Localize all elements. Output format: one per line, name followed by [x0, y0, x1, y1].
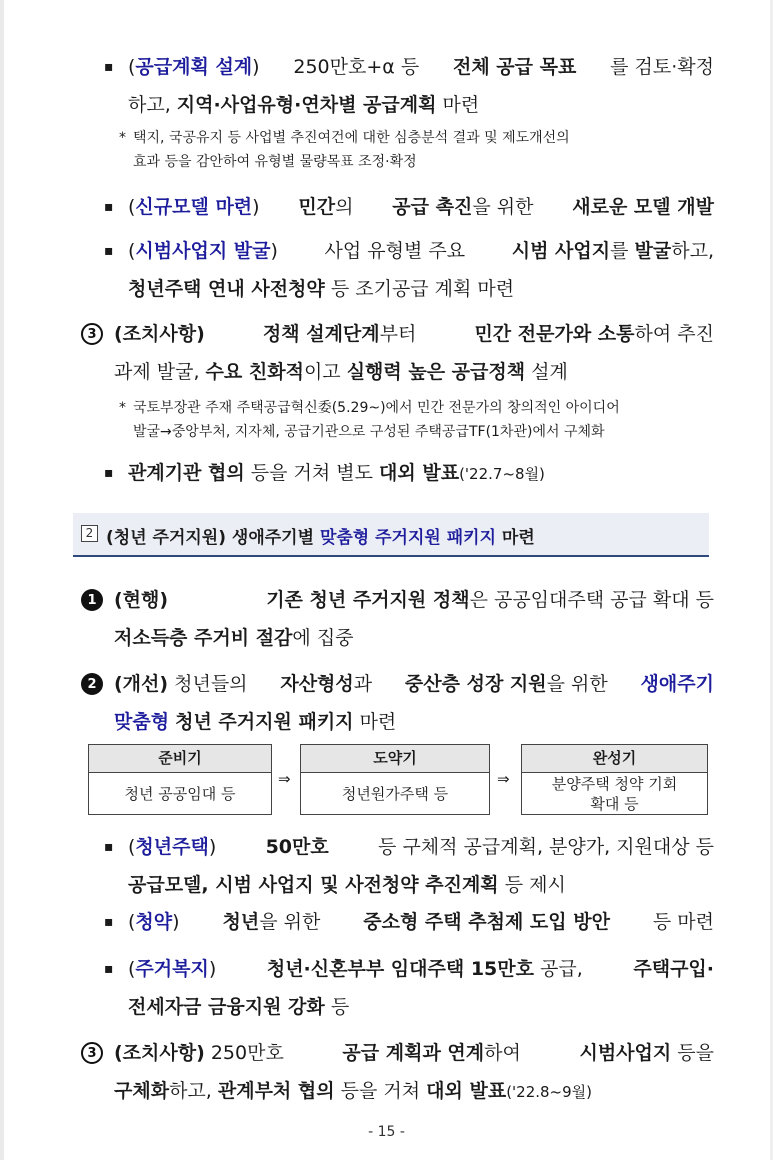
text-line: 맞춤형 청년 주거지원 패키지 마련: [114, 711, 397, 733]
flow-arrow-icon: ⇒: [497, 770, 510, 788]
text-line: (현행) 기존 청년 주거지원 정책은 공공임대주택 공급 확대 등: [114, 589, 714, 611]
text-line: (조치사항) 250만호 공급 계획과 연계하여 시범사업지 등을: [114, 1042, 714, 1064]
section-number-box: 2: [81, 525, 98, 542]
text-line: 구체화하고, 관계부처 협의 등을 거쳐 대외 발표('22.8~9월): [114, 1080, 593, 1102]
text-line: (조치사항) 정책 설계단계부터 민간 전문가와 소통하여 추진: [114, 323, 714, 345]
text-line: (개선) 청년들의 자산형성과 중산층 성장 지원을 위한 생애주기: [114, 673, 714, 695]
text-line: 전세자금 금융지원 강화 등: [128, 996, 350, 1018]
text-line: (공급계획 설계) 250만호+α 등 전체 공급 목표 를 검토·확정: [128, 56, 714, 78]
current-status: [81, 581, 714, 657]
section-title: (청년 주거지원) 생애주기별 맞춤형 주거지원 패키지 마련: [106, 528, 535, 548]
action-items-1: [81, 315, 714, 391]
circle-number-2-icon: 2: [81, 673, 103, 695]
text-line: (청약) 청년을 위한 중소형 주택 추첨제 도입 방안 등 마련: [128, 911, 714, 933]
text-line: 관계기관 협의 등을 거쳐 별도 대외 발표('22.7~8월): [128, 462, 545, 484]
circle-number-1-icon: 1: [81, 589, 103, 611]
page-number: - 15 -: [368, 1124, 405, 1140]
bullet-housing-welfare: [104, 950, 714, 1026]
text-line: (주거복지) 청년·신혼부부 임대주택 15만호 공급, 주택구입·: [128, 958, 714, 980]
bullet-announcement: [104, 454, 714, 493]
text-line: 과제 발굴, 수요 친화적이고 실행력 높은 공급정책 설계: [114, 361, 568, 383]
text-line: (신규모델 마련) 민간의 공급 촉진을 위한 새로운 모델 개발: [128, 196, 714, 218]
flow-box-leap: 도약기 청년원가주택 등: [300, 744, 490, 815]
text-line: 저소득층 주거비 절감에 집중: [114, 627, 354, 649]
bullet-icon: ▪: [104, 59, 114, 75]
circle-number-3-icon: 3: [81, 323, 103, 345]
text-line: (청년주택) 50만호 등 구체적 공급계획, 분양가, 지원대상 등: [128, 836, 714, 858]
footnote: * 택지, 국공유지 등 사업별 추진여건에 대한 심층분석 결과 및 제도개선의 효과 등을 감안하여 유형별 물량목표 조정·확정: [119, 130, 570, 170]
bullet-icon: ▪: [104, 914, 114, 930]
bullet-icon: ▪: [104, 243, 114, 259]
bullet-youth-housing: [104, 828, 714, 904]
flow-arrow-icon: ⇒: [278, 770, 291, 788]
flow-box-completion: 완성기 분양주택 청약 기회 확대 등: [521, 744, 708, 815]
bullet-icon: ▪: [104, 199, 114, 215]
text-line: 공급모델, 시범 사업지 및 사전청약 추진계획 등 제시: [128, 874, 566, 896]
section-header: [73, 513, 709, 557]
improvement: [81, 665, 714, 741]
bullet-subscription: [104, 903, 714, 941]
bullet-icon: ▪: [104, 961, 114, 977]
bullet-icon: ▪: [104, 465, 114, 481]
bullet-supply-plan: [104, 48, 714, 124]
action-items-2: [81, 1034, 714, 1111]
text-line: (시범사업지 발굴) 사업 유형별 주요 시범 사업지를 발굴하고,: [128, 240, 714, 262]
text-line: 청년주택 연내 사전청약 등 조기공급 계획 마련: [128, 278, 515, 300]
text-line: 하고, 지역·사업유형·연차별 공급계획 마련: [128, 94, 480, 116]
flow-box-preparation: 준비기 청년 공공임대 등: [88, 744, 272, 815]
left-page-edge: [0, 0, 4, 1160]
bullet-new-model: [104, 188, 714, 226]
footnote: * 국토부장관 주재 주택공급혁신委(5.29~)에서 민간 전문가의 창의적인 아이디어 발굴→중앙부처, 지자체, 공급기관으로 구성된 주택공급TF(1차관)에서 구체화: [119, 400, 620, 440]
bullet-pilot-site: [104, 232, 714, 308]
circle-number-3-icon: 3: [81, 1042, 103, 1064]
bullet-icon: ▪: [104, 839, 114, 855]
